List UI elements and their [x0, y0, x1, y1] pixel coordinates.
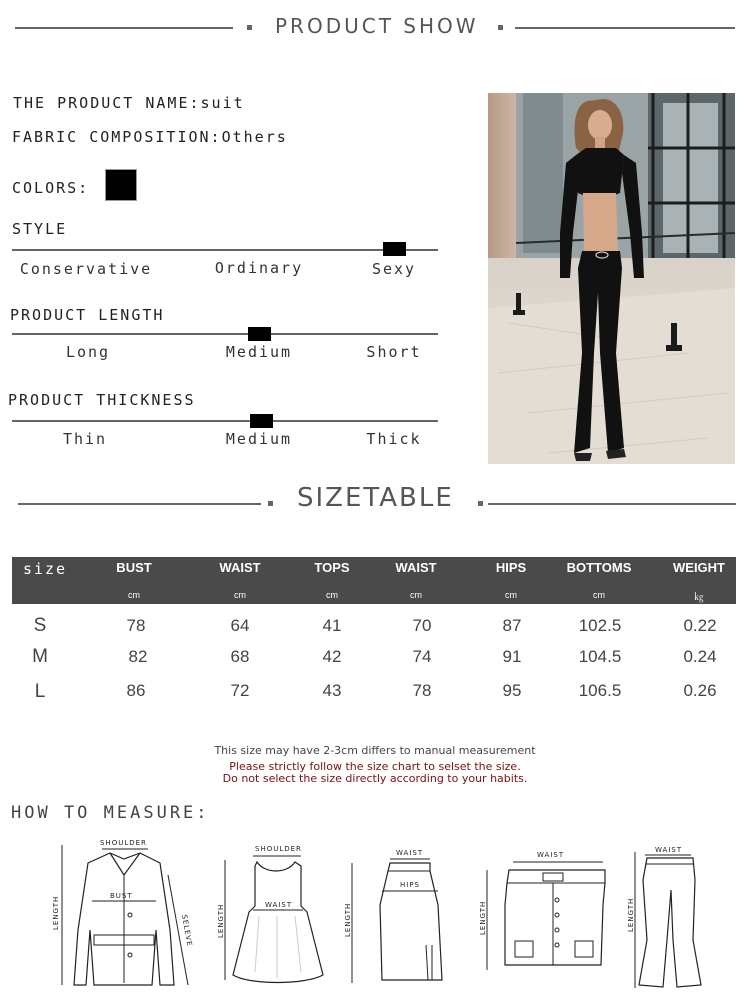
col-header-weight: WEIGHT: [673, 560, 725, 575]
diagram-skirt: [342, 845, 452, 990]
unit-bottoms: cm: [593, 590, 605, 600]
row-l-hips: 95: [502, 681, 522, 700]
unit-waist-bottom: cm: [410, 590, 422, 600]
row-m-waist-bottom: 74: [412, 647, 432, 666]
row-l-waist: 72: [230, 681, 250, 700]
row-l-weight: 0.26: [683, 681, 717, 700]
sizetable-dot-left: [268, 501, 273, 506]
row-m-hips: 91: [502, 647, 522, 666]
style-title: STYLE: [12, 220, 68, 238]
length-option-medium: Medium: [225, 343, 293, 361]
col-header-size: size: [22, 560, 68, 578]
row-l-bust: 86: [126, 681, 146, 700]
row-s-bottoms: 102.5: [578, 616, 622, 635]
label-hips-skirt: HIPS: [400, 881, 420, 889]
unit-waist: cm: [234, 590, 246, 600]
diagram-pants: [625, 840, 725, 992]
thickness-title: PRODUCT THICKNESS: [8, 391, 196, 409]
col-header-waist-bottom: WAIST: [395, 560, 437, 575]
thickness-option-thin: Thin: [62, 430, 108, 448]
label-sleeve-jacket: SELEVE: [180, 913, 194, 948]
length-scale: [12, 333, 438, 335]
length-option-short: Short: [366, 343, 422, 361]
sizetable-dot-right: [478, 501, 483, 506]
col-header-bust: BUST: [116, 560, 152, 575]
row-l-tops: 43: [322, 681, 342, 700]
col-header-tops: TOPS: [314, 560, 350, 575]
shorts-icon: [475, 845, 615, 975]
row-s-waist: 64: [230, 616, 250, 635]
product-name: THE PRODUCT NAME:suit: [13, 94, 245, 112]
product-photo: [488, 93, 735, 464]
header-dot-left: [247, 25, 252, 30]
row-l-waist-bottom: 78: [412, 681, 432, 700]
col-header-waist: WAIST: [219, 560, 261, 575]
thickness-marker: [250, 414, 273, 428]
unit-tops: cm: [326, 590, 338, 600]
skirt-icon: [342, 845, 452, 990]
sizetable-rule-right: [488, 503, 736, 505]
note-habits: Do not select the size directly according to your habits.: [222, 772, 528, 785]
row-s-hips: 87: [502, 616, 522, 635]
label-bust-jacket: BUST: [110, 892, 133, 900]
row-s-weight: 0.22: [683, 616, 717, 635]
style-option-conservative: Conservative: [19, 260, 153, 278]
label-waist-shorts: WAIST: [537, 851, 565, 859]
style-option-ordinary: Ordinary: [214, 259, 304, 277]
note-measurement: This size may have 2-3cm differs to manual measurement: [214, 744, 536, 757]
thickness-option-thick: Thick: [366, 430, 422, 448]
label-length-jacket: LENGTH: [52, 895, 60, 930]
style-option-sexy: Sexy: [371, 260, 417, 278]
product-show-title: PRODUCT SHOW: [275, 14, 479, 38]
product-photo-illustration: [488, 93, 735, 464]
diagram-dress: [215, 840, 330, 990]
row-s-tops: 41: [322, 616, 342, 635]
row-m-waist: 68: [230, 647, 250, 666]
fabric-composition: FABRIC COMPOSITION:Others: [12, 128, 288, 146]
note-follow-chart: Please strictly follow the size chart to selset the size.: [229, 760, 521, 773]
row-l-size: L: [34, 681, 46, 702]
style-scale: [12, 249, 438, 251]
col-header-bottoms: BOTTOMS: [566, 560, 632, 575]
pants-icon: [625, 840, 725, 992]
header-rule-left: [15, 27, 233, 29]
row-s-bust: 78: [126, 616, 146, 635]
row-s-waist-bottom: 70: [412, 616, 432, 635]
sizetable-title: SIZETABLE: [297, 483, 454, 513]
header-dot-right: [498, 25, 503, 30]
unit-weight: ㎏: [694, 592, 704, 602]
colors-label: COLORS:: [12, 179, 90, 197]
label-waist-pants: WAIST: [655, 846, 683, 854]
length-option-long: Long: [65, 343, 111, 361]
label-waist-dress: WAIST: [265, 901, 293, 909]
label-shoulder-jacket: SHOULDER: [100, 839, 147, 847]
label-length-dress: LENGTH: [217, 903, 225, 938]
style-marker: [383, 242, 406, 256]
row-s-size: S: [33, 615, 47, 636]
label-length-shorts: LENGTH: [479, 900, 487, 935]
label-waist-skirt: WAIST: [396, 849, 424, 857]
jacket-icon: [48, 835, 198, 990]
label-length-skirt: LENGTH: [344, 902, 352, 937]
row-m-size: M: [32, 646, 48, 667]
product-show-header: [0, 0, 750, 55]
color-swatch-black[interactable]: [105, 169, 137, 201]
thickness-scale: [12, 420, 438, 422]
how-to-measure-title: HOW TO MEASURE:: [11, 803, 210, 823]
row-m-tops: 42: [322, 647, 342, 666]
length-title: PRODUCT LENGTH: [10, 306, 165, 324]
diagram-shorts: [475, 845, 615, 975]
label-shoulder-dress: SHOULDER: [255, 845, 302, 853]
unit-bust: cm: [128, 590, 140, 600]
dress-icon: [215, 840, 330, 990]
col-header-hips: HIPS: [495, 560, 527, 575]
label-length-pants: LENGTH: [627, 897, 635, 932]
unit-hips: cm: [505, 590, 517, 600]
length-marker: [248, 327, 271, 341]
row-l-bottoms: 106.5: [578, 681, 622, 700]
row-m-bust: 82: [128, 647, 148, 666]
row-m-weight: 0.24: [683, 647, 717, 666]
row-m-bottoms: 104.5: [578, 647, 622, 666]
header-rule-right: [515, 27, 735, 29]
thickness-option-medium: Medium: [225, 430, 293, 448]
sizetable-rule-left: [18, 503, 261, 505]
diagram-jacket: [48, 835, 198, 990]
sizetable-header: [0, 480, 750, 525]
